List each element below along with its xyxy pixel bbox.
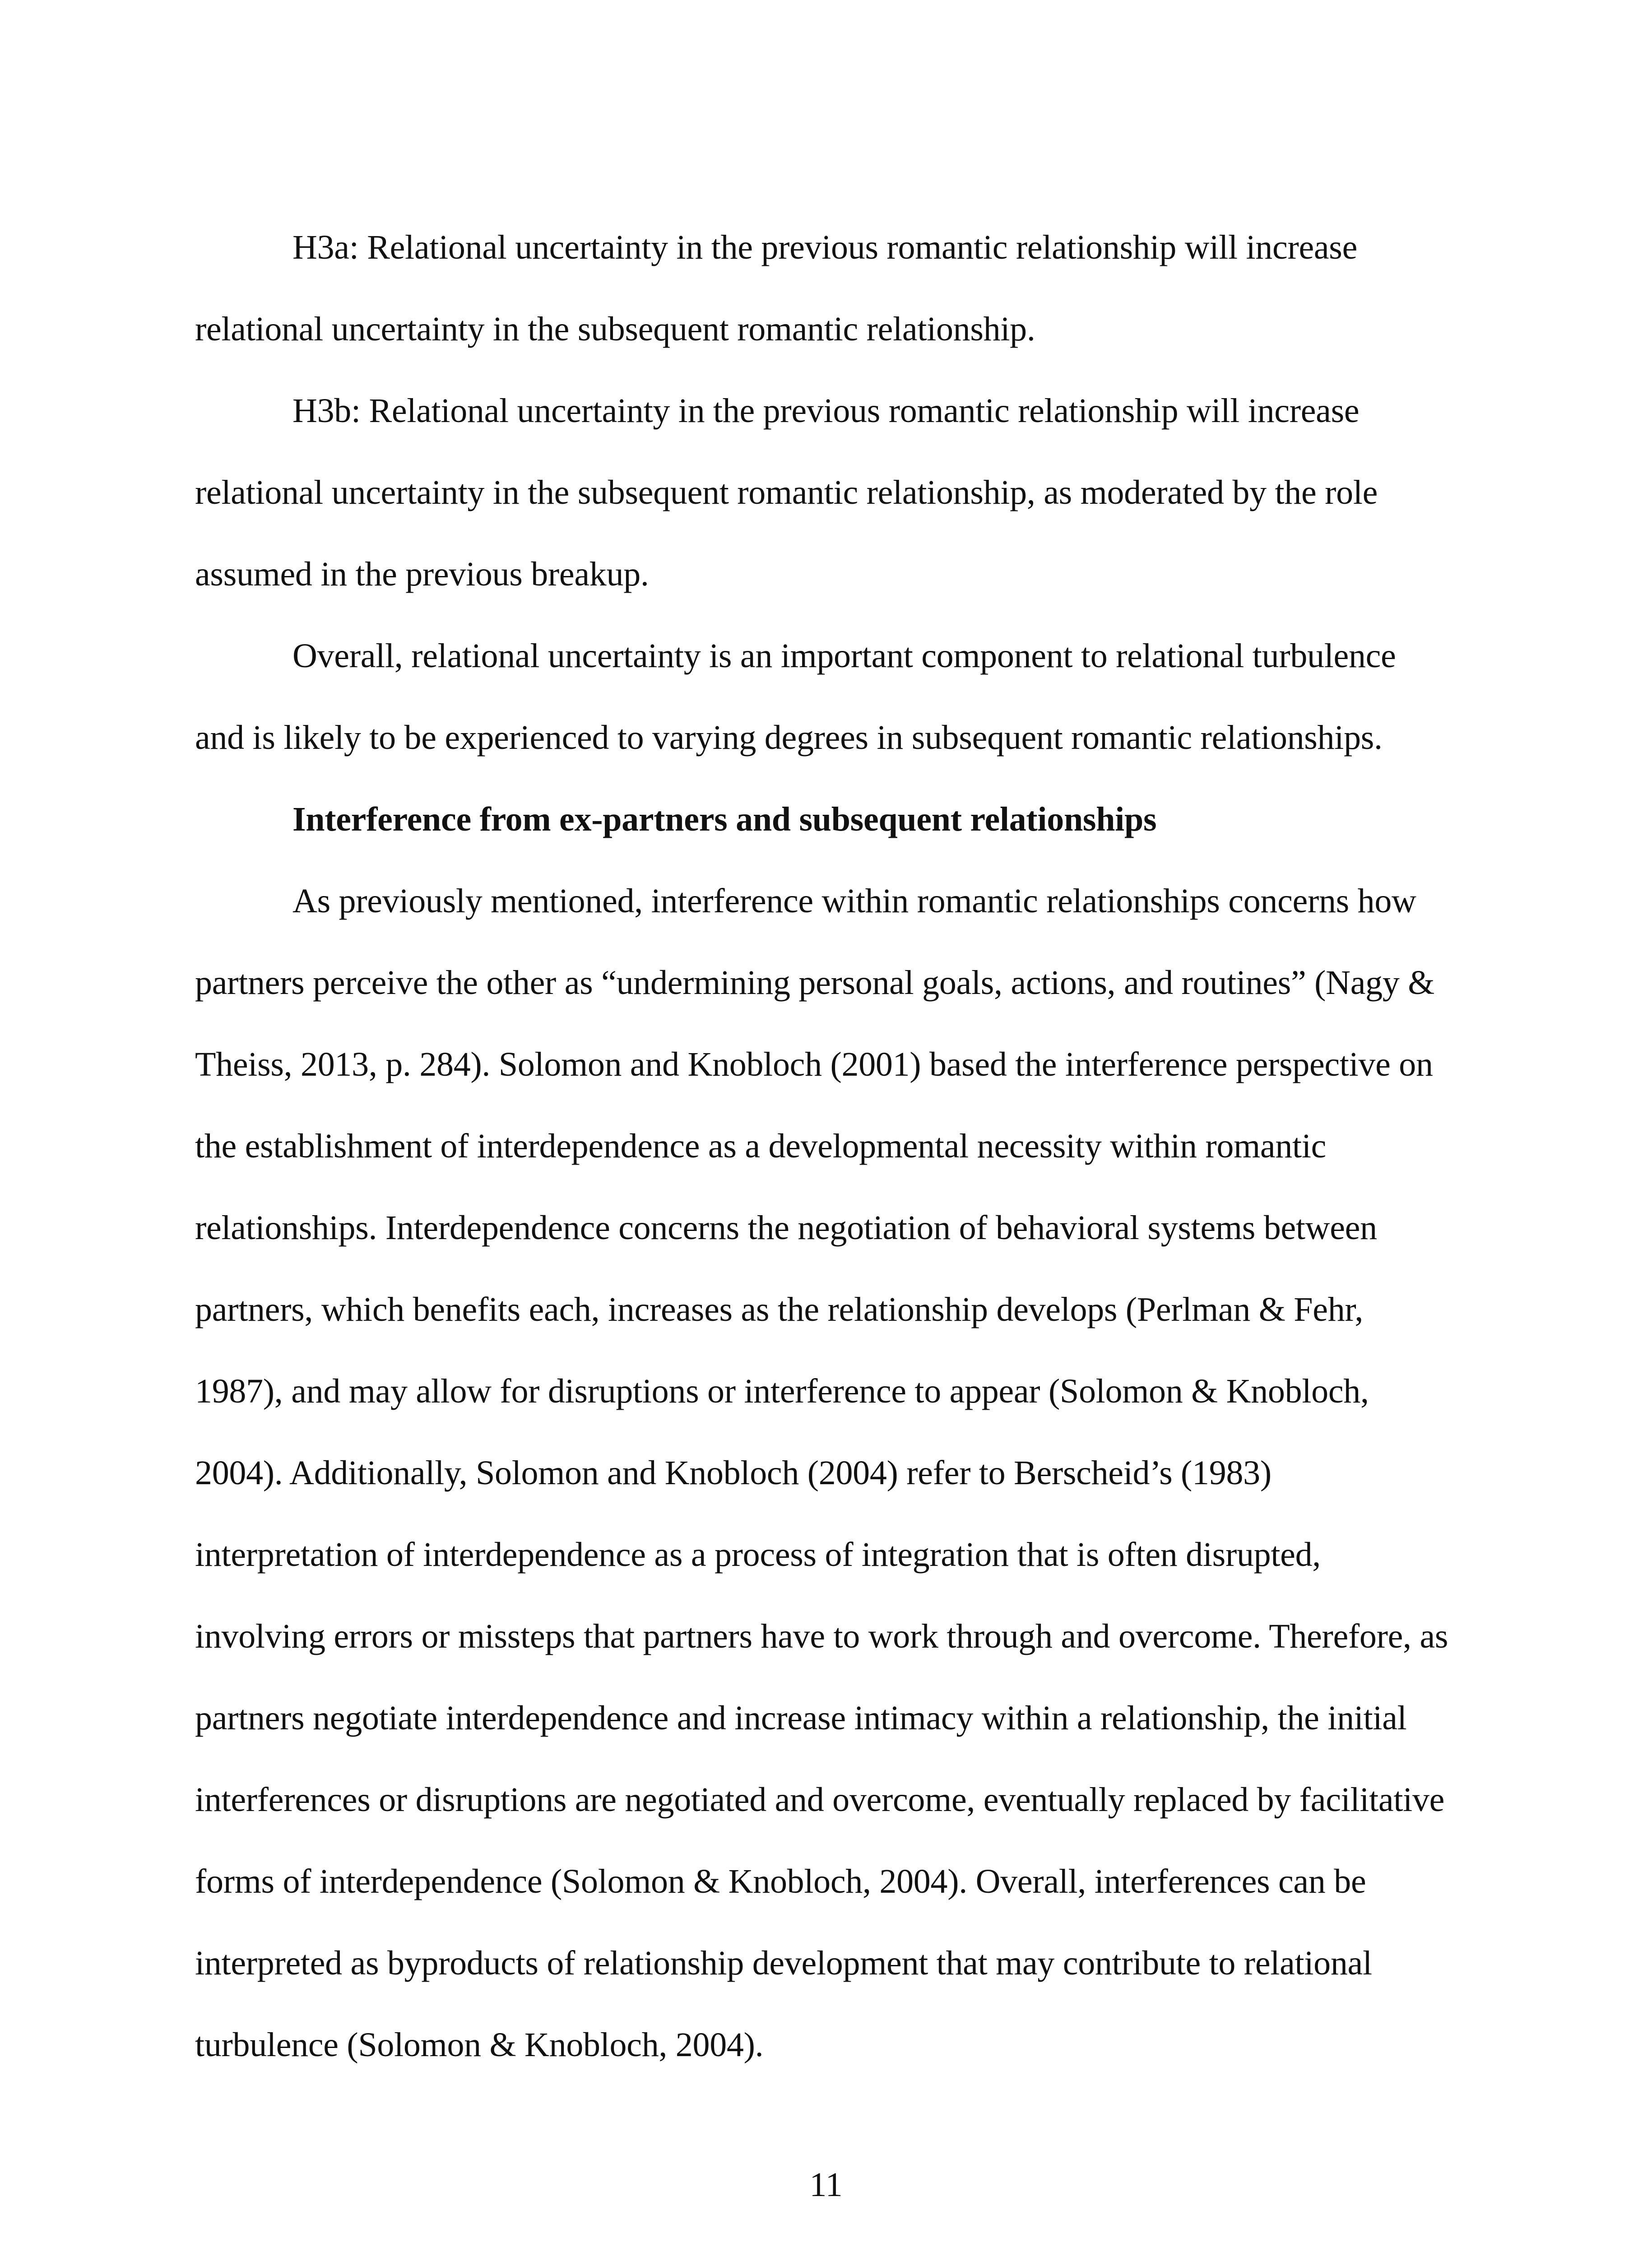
section-heading: Interference from ex-partners and subsequent relationships <box>292 800 1157 838</box>
hypothesis-h3b: H3b: Relational uncertainty in the previous romantic relationship will increase relational uncertainty in the subsequent romantic relationship, as moderated by the role assumed in the previous breakup. <box>195 392 1378 593</box>
hypothesis-h3a: H3a: Relational uncertainty in the previous romantic relationship will increase relational uncertainty in the subsequent romantic relationship. <box>195 228 1358 348</box>
overall-paragraph: Overall, relational uncertainty is an important component to relational turbulence and is likely to be experienced to varying degrees in subsequent romantic relationships. <box>195 637 1396 757</box>
interference-paragraph: As previously mentioned, interference within romantic relationships concerns how partners perceive the other as “undermining personal goals, actions, and routines” (Nagy & Theiss, 2013, p. 284). Solomon and Knobloch (2001) based the interference perspective on the establishment of interdependence as a developmental necessity within romantic relationships. Interdependence concerns the negotiation of behavioral systems between partners, which benefits each, increases as the relationship develops (Perlman & Fehr, 1987), and may allow for disruptions or interference to appear (Solomon & Knobloch, 2004). Additionally, Solomon and Knobloch (2004) refer to Berscheid’s (1983) interpretation of interdependence as a process of integration that is often disrupted, involving errors or missteps that partners have to work through and overcome. Therefore, as partners negotiate interdependence and increase intimacy within a relationship, the initial interferences or disruptions are negotiated and overcome, eventually replaced by facilitative forms of interdependence (Solomon & Knobloch, 2004). Overall, interferences can be interpreted as byproducts of relationship development that may contribute to relational turbulence (Solomon & Knobloch, 2004). <box>195 882 1448 2064</box>
body-text <box>195 207 1450 2086</box>
page-number: 11 <box>809 2166 843 2204</box>
